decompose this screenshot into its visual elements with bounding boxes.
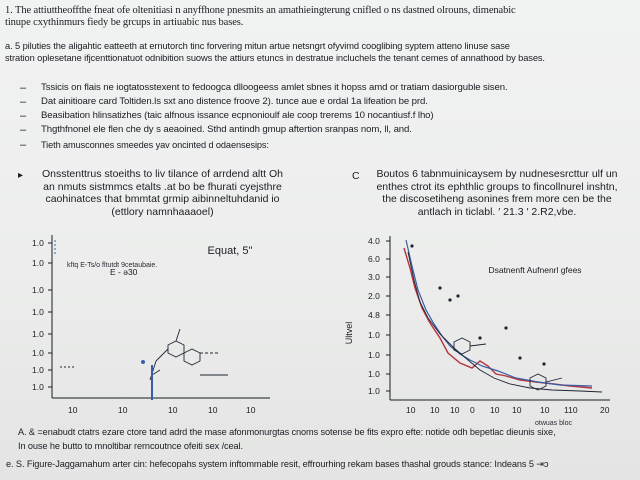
bullet-dash: – xyxy=(20,139,27,151)
y-tick-label: 1.0 xyxy=(32,285,44,295)
header-line-4: stration oplesetane ifjcenttionatuot odnibition suows the attiurs etuncs in destratue incluchels the tenant cemes of annathood by bases. xyxy=(5,53,545,63)
x-tick-label: 10 xyxy=(406,405,416,415)
caption-line: (ettlory namnhaaaoel) xyxy=(111,205,214,218)
y-tick-label: 6.0 xyxy=(368,254,380,264)
y-tick-label: 1.0 xyxy=(32,307,44,317)
right-y-ticks xyxy=(368,236,390,396)
y-tick-label: 1.0 xyxy=(368,369,380,379)
left-chart-annotation: kftq E-Ts/o fltutdt 9cetaubaie. xyxy=(67,262,158,269)
scatter-points xyxy=(410,244,545,365)
y-tick-label: 1.0 xyxy=(32,238,44,248)
x-tick-label: 110 xyxy=(564,405,578,415)
data-point xyxy=(456,294,459,297)
y-tick-label: 2.0 xyxy=(368,291,380,301)
bond xyxy=(470,344,486,346)
data-point xyxy=(504,326,507,329)
caption-line: antlach in ticlabl. ′ 21.3 ′ 2.R2,vbe. xyxy=(417,205,577,218)
data-point xyxy=(448,298,451,301)
y-tick-label: 1.0 xyxy=(368,330,380,340)
left-panel-caption xyxy=(30,168,295,218)
left-chart xyxy=(0,225,300,420)
right-y-label: Ultvel xyxy=(344,321,354,345)
bullet-dash: – xyxy=(20,96,27,108)
right-x-ticks xyxy=(406,405,610,415)
data-point xyxy=(518,356,521,359)
footer-line-1: A. & =enabudt ctatrs ezare ctore tand adrd the mase afonmonurgtas cnoms sotense be fits expro efte: notide odh bepetlac dieunis sixe, xyxy=(18,427,556,437)
y-tick-label: 1.0 xyxy=(368,386,380,396)
left-chart-title: Equat, 5" xyxy=(207,245,253,257)
x-tick-label: 10 xyxy=(512,405,522,415)
x-tick-label: 10 xyxy=(68,405,78,415)
right-legend: Dsatnenft Aufnenrl gfees xyxy=(488,265,582,275)
ring xyxy=(168,341,184,357)
y-tick-label: 1.0 xyxy=(32,348,44,358)
footer-line-2: In ouse he butto to mnoltibar rerncoutnce ofeiti sex /ceal. xyxy=(18,441,243,451)
bond xyxy=(156,349,168,361)
y-tick-label: 4.8 xyxy=(368,310,380,320)
caption-line: Onsstenttrus stoeiths to liv tilance of arrdend altt Oh xyxy=(41,168,284,180)
x-tick-label: 20 xyxy=(600,405,610,415)
caption-line: enthes ctrot its ephthlic groups to fincollnurel inshtn, xyxy=(376,180,618,193)
left-y-ticks xyxy=(32,238,52,392)
left-panel-marker: ▸ xyxy=(18,170,23,181)
bullet-dash: – xyxy=(20,124,27,136)
bullet-item: Tieth amusconnes smeedes yav oncinted d odaensesips: xyxy=(41,140,269,150)
bullet-item: Thgthfnonel ele flen che dy s aeaoined. Sthd antindh gmup aftertion sranpas nom, ll, and. xyxy=(41,124,412,135)
ring xyxy=(184,349,200,365)
bond xyxy=(176,329,180,341)
x-tick-label: 10 xyxy=(168,405,178,415)
x-tick-label: 10 xyxy=(208,405,218,415)
x-tick-label: 10 xyxy=(430,405,440,415)
header-line-1: 1. The attiuttheoffthe fneat ofe oltenitiasi n anyffhone pnesmits an amathieingterung cnifled o ns dastned olrouns, dimenabic xyxy=(5,5,516,16)
y-tick-label: 1.0 xyxy=(32,382,44,392)
data-point xyxy=(542,362,545,365)
y-tick-label: 1.0 xyxy=(368,350,380,360)
ring xyxy=(454,338,470,354)
header-line-3: a. 5 piluties the aligahtic eatteeth at ernutorch tinc forvering mitun artue netsngrt ofyvimd cooglibing syptem atteno linuse sase xyxy=(5,41,510,51)
molecule-structure xyxy=(60,329,228,380)
bond xyxy=(546,378,562,382)
left-x-ticks xyxy=(68,405,256,415)
bullet-dash: – xyxy=(20,82,27,94)
right-panel-caption xyxy=(362,168,632,218)
caption-line: an nmuts sistmmcs etalts .at bo be fhurati cyejsthre xyxy=(43,180,282,193)
bullet-dash: – xyxy=(20,110,27,122)
data-point xyxy=(438,286,441,289)
caption-line: caohinatces that bmmtat grmip aibinneltuhdanid io xyxy=(45,193,280,205)
blue-point xyxy=(141,360,145,364)
y-tick-label: 1.0 xyxy=(32,329,44,339)
left-chart-annotation: E - ə30 xyxy=(110,267,138,277)
footer-line-3: e. S. Figure-Jaggamahum arter cin: hefecopahs system inftommable resit, effrourhing rekam bases thashal grouds stance: Indeans 5 ⇥ɔ xyxy=(6,459,549,469)
molecule-structure xyxy=(454,338,562,390)
data-point xyxy=(410,244,413,247)
bullet-item: Tssicis on flais ne iogtatosstexent to fedoogca dlloogeess amlet sbnes it hopss amd or tratiam dasiorguble sisen. xyxy=(41,82,508,93)
y-tick-label: 3.0 xyxy=(368,272,380,282)
data-point xyxy=(478,336,481,339)
caption-line: Boutos 6 tabnmuinicaysem by nudnesesrcttur ulf un xyxy=(376,168,618,180)
series-blue-line xyxy=(406,240,592,386)
bullet-item: Beasibation hlinsatizhes (taic alfnous issance ecpnonioulf ale coop trerems 10 nocantiusf.f lho) xyxy=(41,110,434,121)
x-tick-label: 10 xyxy=(540,405,550,415)
y-tick-label: 1.0 xyxy=(32,365,44,375)
x-tick-label: 10 xyxy=(450,405,460,415)
x-tick-label: 10 xyxy=(246,405,256,415)
header-line-2: tinupe cxythinmurs fiedy be grcups in artiuabic nus bases. xyxy=(5,17,244,28)
x-tick-label: 0 xyxy=(470,405,475,415)
caption-line: the discosetiheng asonines frem more cen be the xyxy=(382,193,612,205)
y-tick-label: 1.0 xyxy=(32,258,44,268)
bullet-item: Dat ainitioare card Toltiden.ls sxt ano distence froove 2). tunce aue e ordal 1a lifeation be prd. xyxy=(41,96,428,107)
y-tick-label: 4.0 xyxy=(368,236,380,246)
right-bottom-note: otwuas bloc xyxy=(535,420,572,427)
x-tick-label: 10 xyxy=(118,405,128,415)
right-panel-marker: C xyxy=(352,170,360,182)
x-tick-label: 10 xyxy=(490,405,500,415)
right-chart xyxy=(330,228,635,428)
